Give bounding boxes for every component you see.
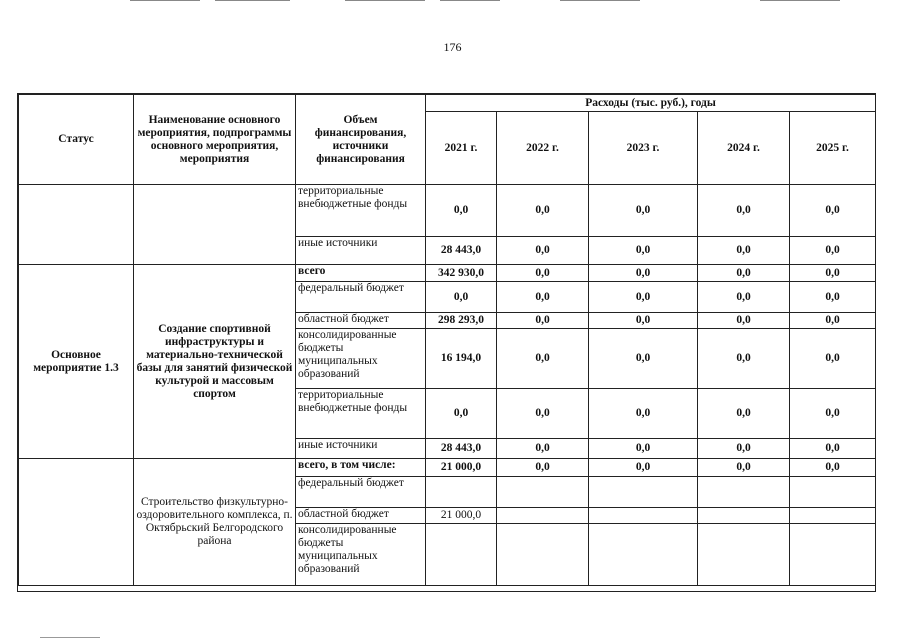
header-year: 2023 г. [589,112,698,185]
value-cell: 0,0 [589,389,698,439]
header-expenses: Расходы (тыс. руб.), годы [426,95,876,112]
header-row-1 [19,95,876,112]
source-cell: областной бюджет [296,508,426,524]
value-cell: 0,0 [426,389,497,439]
value-cell: 298 293,0 [426,313,497,329]
value-cell [790,508,876,524]
value-cell: 0,0 [497,459,589,477]
value-cell: 0,0 [497,237,589,265]
value-cell: 0,0 [698,439,790,459]
scan-artifact-line [560,0,640,1]
scan-artifact-line [760,0,840,1]
value-cell: 0,0 [790,313,876,329]
source-cell: иные источники [296,439,426,459]
status-cell-empty [19,185,134,265]
value-cell: 0,0 [698,237,790,265]
value-cell [497,524,589,586]
source-cell: территориальные внебюджетные фонды [296,185,426,237]
source-cell: федеральный бюджет [296,477,426,508]
value-cell: 0,0 [589,185,698,237]
value-cell [698,508,790,524]
value-cell: 21 000,0 [426,508,497,524]
value-cell: 342 930,0 [426,265,497,282]
value-cell: 0,0 [790,237,876,265]
value-cell: 0,0 [790,459,876,477]
value-cell: 0,0 [426,282,497,313]
value-cell: 0,0 [497,329,589,389]
header-name: Наименование основного мероприятия, подпрограммы основного мероприятия, мероприятия [134,95,296,185]
value-cell [589,508,698,524]
value-cell: 0,0 [589,282,698,313]
source-cell: федеральный бюджет [296,282,426,313]
status-cell: Основное мероприятие 1.3 [19,265,134,459]
value-cell: 28 443,0 [426,237,497,265]
value-cell [698,524,790,586]
source-cell: территориальные внебюджетные фонды [296,389,426,439]
scan-artifact-line [440,0,500,1]
source-cell: областной бюджет [296,313,426,329]
header-status: Статус [19,95,134,185]
value-cell: 16 194,0 [426,329,497,389]
header-volume: Объем финансирования, источники финансирования [296,95,426,185]
value-cell: 0,0 [589,313,698,329]
value-cell: 0,0 [497,439,589,459]
value-cell [698,477,790,508]
value-cell [589,524,698,586]
value-cell: 0,0 [790,282,876,313]
header-year: 2024 г. [698,112,790,185]
value-cell: 0,0 [698,389,790,439]
header-year: 2025 г. [790,112,876,185]
source-cell: всего [296,265,426,282]
page-number: 176 [443,40,462,54]
value-cell: 0,0 [790,389,876,439]
value-cell [497,508,589,524]
value-cell: 21 000,0 [426,459,497,477]
value-cell [589,477,698,508]
value-cell: 0,0 [589,439,698,459]
value-cell: 0,0 [426,185,497,237]
name-cell-empty [134,185,296,265]
scan-artifact-line [215,0,290,1]
status-cell-empty [19,459,134,586]
scan-artifact-line [40,637,100,638]
value-cell: 28 443,0 [426,439,497,459]
scan-artifact-line [345,0,425,1]
value-cell [790,524,876,586]
value-cell: 0,0 [698,329,790,389]
value-cell: 0,0 [698,282,790,313]
value-cell: 0,0 [497,313,589,329]
financing-table-frame [17,93,876,592]
value-cell: 0,0 [497,389,589,439]
sub-measure-name-cell: Строительство физкультурно-оздоровительного комплекса, п. Октябрьский Белгородского района [134,459,296,586]
value-cell: 0,0 [497,185,589,237]
value-cell: 0,0 [589,237,698,265]
source-cell: консолидированные бюджеты муниципальных образований [296,329,426,389]
scan-artifact-line [130,0,200,1]
value-cell: 0,0 [589,459,698,477]
header-year: 2021 г. [426,112,497,185]
value-cell: 0,0 [790,439,876,459]
value-cell: 0,0 [497,265,589,282]
source-cell: консолидированные бюджеты муниципальных образований [296,524,426,586]
measure-name-cell: Создание спортивной инфраструктуры и материально-технической базы для занятий физической культурой и массовым спортом [134,265,296,459]
source-cell: иные источники [296,237,426,265]
table-row [19,265,876,282]
value-cell: 0,0 [589,265,698,282]
value-cell: 0,0 [790,329,876,389]
value-cell [497,477,589,508]
value-cell: 0,0 [698,185,790,237]
value-cell: 0,0 [698,313,790,329]
value-cell: 0,0 [790,265,876,282]
value-cell: 0,0 [698,459,790,477]
value-cell [426,524,497,586]
value-cell: 0,0 [589,329,698,389]
value-cell [790,477,876,508]
value-cell: 0,0 [790,185,876,237]
header-year: 2022 г. [497,112,589,185]
value-cell: 0,0 [497,282,589,313]
value-cell [426,477,497,508]
financing-table [18,94,876,586]
value-cell: 0,0 [698,265,790,282]
table-row [19,185,876,237]
table-row [19,459,876,477]
source-cell: всего, в том числе: [296,459,426,477]
